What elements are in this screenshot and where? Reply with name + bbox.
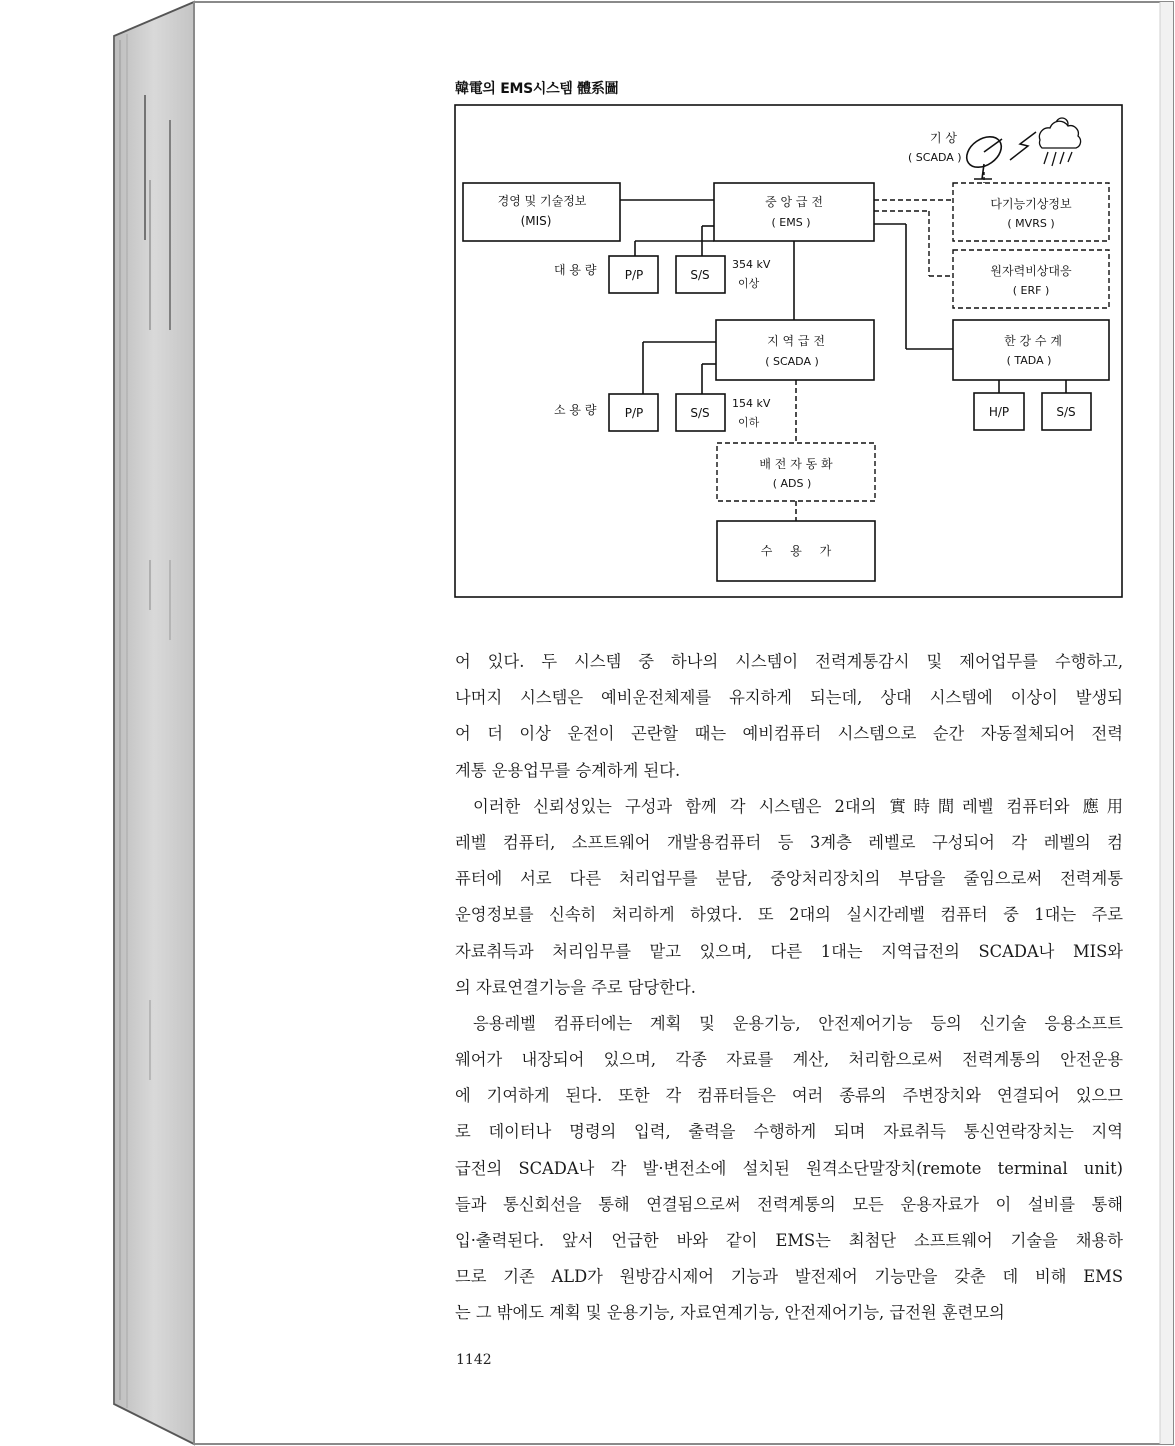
text-line: 운영정보를 신속히 처리하게 하였다. 또 2대의 실시간레벨 컴퓨터 중 1대는 주로 [455,905,1123,925]
mvrs-box [953,183,1109,241]
hp-label: H/P [988,405,1010,419]
small-capacity-label: 소 용 량 [554,403,597,417]
text-line: 자료취득과 처리임무를 맡고 있으며, 다른 1대는 지역급전의 SCADA나 MIS와 [455,941,1123,961]
tada-title: 한 강 수 계 [1004,334,1062,348]
erf-sub: ( ERF ) [1012,284,1050,297]
text-line: 이러한 신뢰성있는 구성과 함께 각 시스템은 2대의 實時間레벨 컴퓨터와 應用 [473,796,1123,816]
consumer-title: 수 용 가 [760,544,832,558]
text-line: 어 있다. 두 시스템 중 하나의 시스템이 전력계통감시 및 제어업무를 수행하고, [455,652,1123,671]
text-line: 로 데이터나 명령의 입력, 출력을 수행하게 되며 자료취득 통신연락장치는 지역 [455,1122,1123,1142]
text-line: 웨어가 내장되어 있으며, 각종 자료를 계산, 처리함으로써 전력계통의 안전운용 [455,1050,1123,1070]
paragraph [455,789,1123,1006]
paragraph [455,1006,1123,1332]
ads-box [717,443,875,501]
lv-voltage: 154 kV [732,397,771,410]
tada-sub: ( TADA ) [1006,354,1052,367]
paragraph [455,644,1123,789]
ss-tada-label: S/S [1056,405,1076,419]
ems-box [714,183,874,241]
pp-small-label: P/P [624,406,644,420]
weather-label: 기 상 [930,131,957,145]
large-capacity-label: 대 용 량 [554,263,597,277]
ems-sub: ( EMS ) [771,216,811,229]
hv-voltage: 354 kV [732,258,771,271]
lv-sub: 이하 [738,416,760,429]
mvrs-sub: ( MVRS ) [1007,217,1055,230]
text-line: 계통 운용업무를 승계하게 된다. [455,760,681,780]
text-line: 급전의 SCADA나 각 발·변전소에 설치된 원격소단말장치(remote terminal unit) [455,1158,1123,1178]
scada-sub: ( SCADA ) [765,355,819,368]
mis-title: 경영 및 기술정보 [497,194,587,208]
text-line: 어 더 이상 운전이 곤란할 때는 예비컴퓨터 시스템으로 순간 자동절체되어 전력 [455,724,1123,744]
ss-large-label: S/S [690,268,710,282]
scada-title: 지 역 급 전 [767,334,825,348]
scada-box [716,320,874,380]
ems-title: 중 앙 급 전 [765,195,823,209]
text-line: 에 기여하게 된다. 또한 각 컴퓨터들은 여러 종류의 주변장치와 연결되어 있으므 [455,1086,1123,1106]
ss-small-label: S/S [690,406,710,420]
satellite-dish-icon [961,130,1007,179]
cloud-rain-icon [1039,118,1080,166]
ems-system-diagram [454,104,1124,600]
text-line: 들과 통신회선을 통해 연결됨으로써 전력계통의 모든 운용자료가 이 설비를 통해 [455,1194,1123,1214]
tada-box [953,320,1109,380]
text-line: 퓨터에 서로 다른 처리업무를 분담, 중앙처리장치의 부담을 줄임으로써 전력계통 [455,869,1123,889]
lightning-icon [1010,132,1036,160]
page-number: 1142 [456,1352,492,1368]
text-line: 나머지 시스템은 예비운전체제를 유지하게 되는데, 상대 시스템에 이상이 발생되 [455,688,1123,708]
text-line: 는 그 밖에도 계획 및 운용기능, 자료연계기능, 안전제어기능, 급전원 훈련모의 [455,1303,1005,1323]
page-title: 韓電의 EMS시스템 體系圖 [455,81,619,97]
text-line: 입·출력된다. 앞서 언급한 바와 같이 EMS는 최첨단 소프트웨어 기술을 채용하 [455,1231,1123,1250]
ads-sub: ( ADS ) [772,477,812,490]
text-line: 므로 기존 ALD가 원방감시제어 기능과 발전제어 기능만을 갖춘 데 비해 EMS [455,1267,1123,1287]
erf-title: 원자력비상대응 [990,264,1072,278]
text-line: 레벨 컴퓨터, 소프트웨어 개발용컴퓨터 등 3계층 레벨로 구성되어 각 레벨의 컴 [455,832,1123,852]
body-text [455,644,1123,1332]
ads-title: 배 전 자 동 화 [759,457,833,471]
text-line: 의 자료연결기능을 주로 담당한다. [455,977,696,997]
erf-box [953,250,1109,308]
mis-sub: (MIS) [520,214,552,228]
weather-sub-label: ( SCADA ) [908,151,962,164]
mis-box [463,183,620,241]
hv-sub: 이상 [738,277,760,290]
pp-large-label: P/P [624,268,644,282]
text-line: 응용레벨 컴퓨터에는 계획 및 운용기능, 안전제어기능 등의 신기술 응용소프트 [473,1013,1123,1033]
mvrs-title: 다기능기상정보 [990,197,1072,211]
